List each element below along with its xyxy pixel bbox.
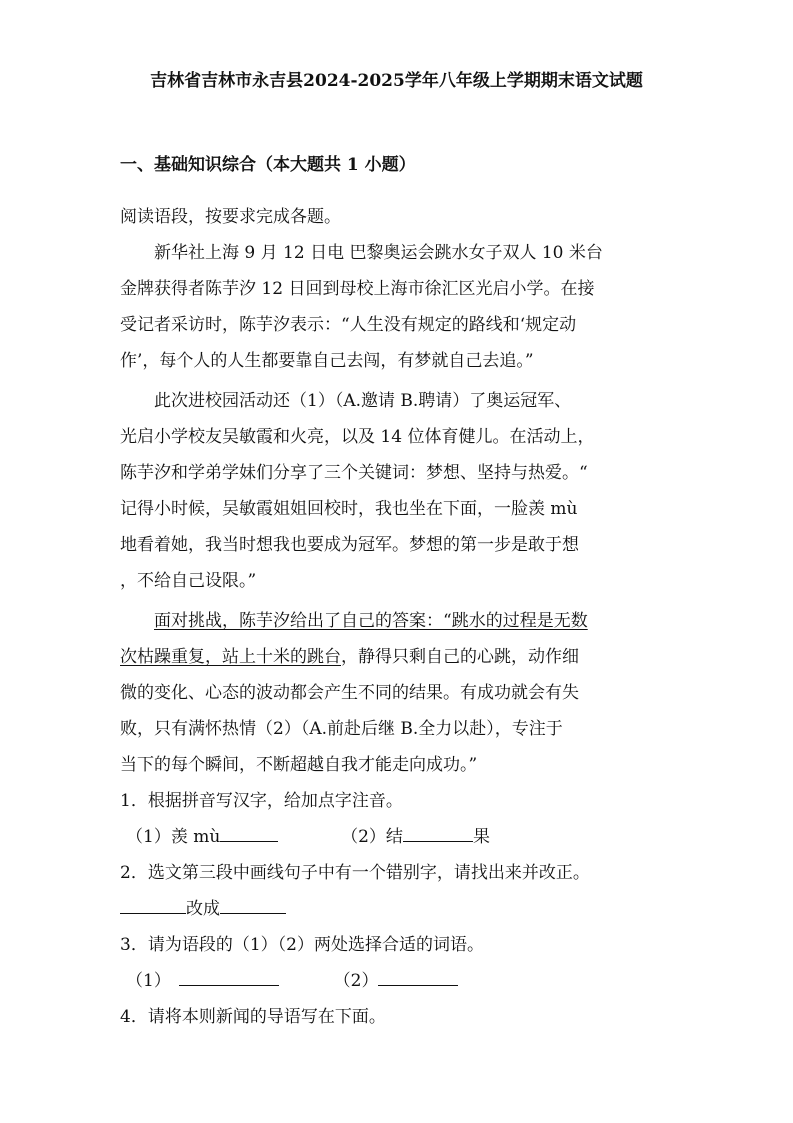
question-2: 2．选文第三段中画线句子中有一个错别字，请找出来并改正。 — [120, 863, 590, 883]
question-3: 3．请为语段的（1）（2）两处选择合适的词语。 — [120, 935, 484, 955]
passage-line: 当下的每个瞬间，不断超越自我才能走向成功。” — [120, 755, 478, 775]
passage-line: 地看着她，我当时想我也要成为冠军。梦想的第一步是敢于想 — [120, 535, 579, 555]
passage-line: ，不给自己设限。” — [120, 571, 257, 591]
question-2-answers — [120, 891, 286, 927]
q3-part-2-blank[interactable] — [378, 967, 458, 986]
passage-line: 陈芋汐和学弟学妹们分享了三个关键词：梦想、坚持与热爱。“ — [120, 463, 588, 483]
passage-line: 受记者采访时，陈芋汐表示：“人生没有规定的路线和‘规定动 — [120, 315, 577, 335]
q3-part-1-label: （1） — [126, 971, 171, 991]
passage-text: ，静得只剩自己的心跳，动作细 — [341, 647, 579, 667]
q1-part-a-blank[interactable] — [220, 823, 278, 842]
q3-part-2-label: （2） — [333, 971, 379, 991]
passage-line: 此次进校园活动还（1）（A.邀请 B.聘请）了奥运冠军、 — [154, 391, 572, 411]
underlined-sentence: 次枯躁重复，站上十米的跳台 — [120, 647, 341, 667]
question-1: 1．根据拼音写汉字，给加点字注音。 — [120, 791, 403, 811]
passage-paragraph-3 — [120, 603, 668, 783]
passage-line: 记得小时候，吴敏霞姐姐回校时，我也坐在下面，一脸羡 mù — [120, 499, 578, 519]
passage-line — [120, 603, 668, 639]
passage-line: 败，只有满怀热情（2）（A.前赴后继 B.全力以赴），专注于 — [120, 719, 563, 739]
underlined-sentence: 面对挑战，陈芋汐给出了自己的答案：“跳水的过程是无数 — [154, 611, 588, 631]
passage-line: 微的变化、心态的波动都会产生不同的结果。有成功就会有失 — [120, 683, 579, 703]
page-title: 吉林省吉林市永吉县2024-2025学年八年级上学期期末语文试题 — [150, 71, 643, 91]
intro-instruction: 阅读语段，按要求完成各题。 — [120, 207, 341, 227]
passage-line: 光启小学校友吴敏霞和火亮，以及 14 位体育健儿。在活动上， — [120, 427, 595, 447]
q3-part-1-blank[interactable] — [179, 967, 279, 986]
q2-change-to-label: 改成 — [186, 899, 220, 919]
section-heading: 一、基础知识综合（本大题共 1 小题） — [120, 155, 416, 175]
question-1-answers — [126, 819, 490, 855]
q1-part-b-blank[interactable] — [403, 823, 473, 842]
passage-line: 作’，每个人的人生都要靠自己去闯，有梦就自己去追。” — [120, 351, 534, 371]
passage-line: 新华社上海 9 月 12 日电 巴黎奥运会跳水女子双人 10 米台 — [154, 243, 603, 263]
q2-correct-char-blank[interactable] — [220, 895, 286, 914]
passage-line: 金牌获得者陈芋汐 12 日回到母校上海市徐汇区光启小学。在接 — [120, 279, 595, 299]
q1-part-b-label: （2）结 — [341, 827, 403, 847]
passage-paragraph-2 — [120, 383, 668, 599]
question-3-answers — [126, 963, 458, 999]
passage-line — [120, 639, 668, 675]
passage-paragraph-1 — [120, 235, 668, 379]
q1-part-b-suffix: 果 — [472, 827, 490, 847]
question-4: 4．请将本则新闻的导语写在下面。 — [120, 1007, 386, 1027]
q1-part-a-label: （1）羡 mù — [126, 827, 221, 847]
q2-wrong-char-blank[interactable] — [120, 895, 186, 914]
